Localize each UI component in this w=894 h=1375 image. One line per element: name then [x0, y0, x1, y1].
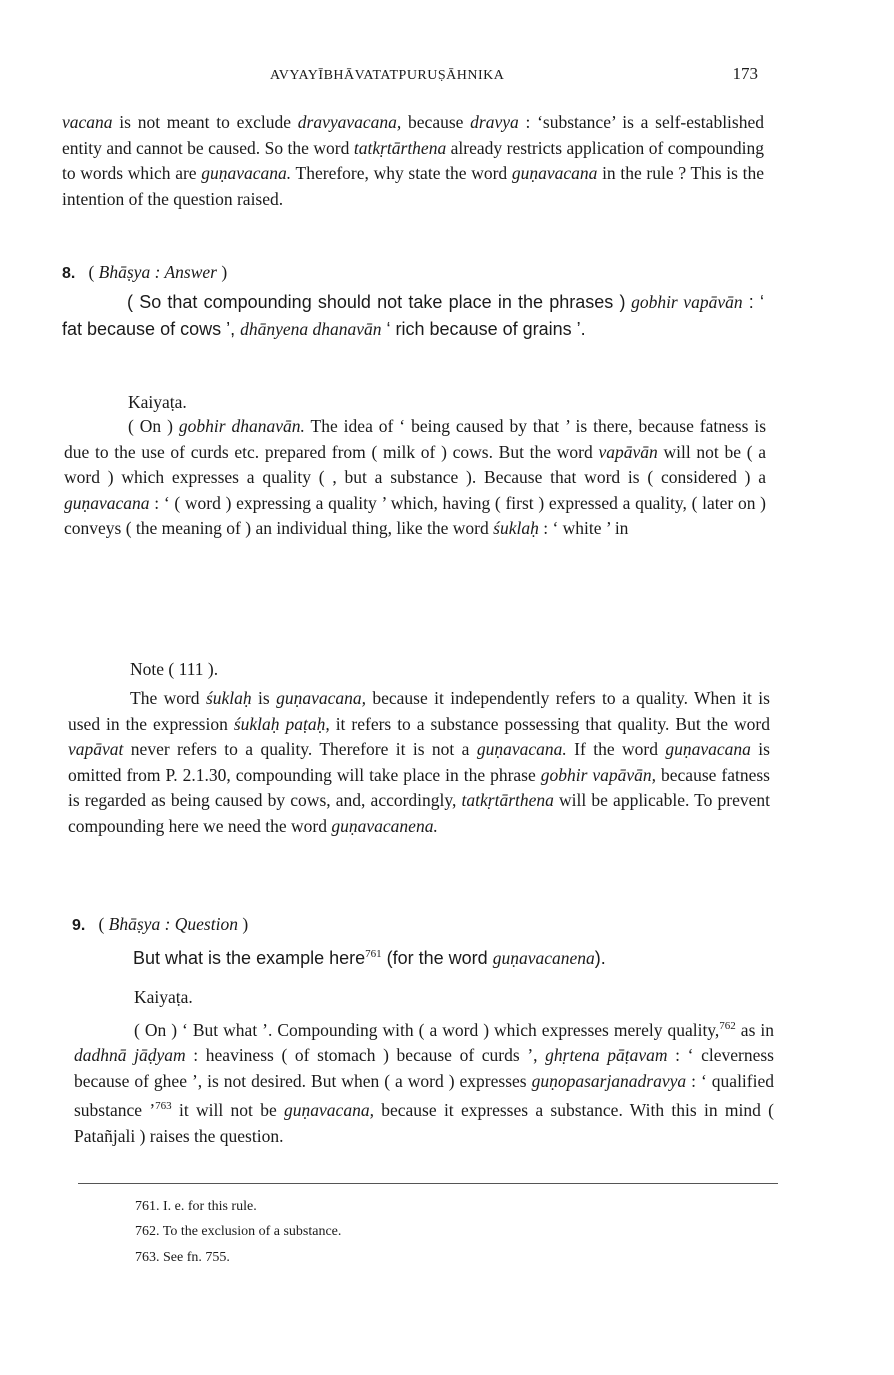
section-9-heading: 9. ( Bhāṣya : Question ) [72, 914, 249, 934]
note-heading: Note ( 111 ). [130, 659, 219, 679]
section-8-kaiyata-heading: Kaiyaṭa. [128, 392, 187, 412]
page-number: 173 [732, 64, 758, 83]
section-9-kaiyata-heading: Kaiyaṭa. [134, 987, 193, 1007]
section-8-kaiyata-commentary: ( On ) gobhir dhanavān. The idea of ‘ being caused by that ’ is there, because fatness is due to the use of curds etc. prepared from ( milk of ) cows. But the word vapāvān will not be ( a word ) which expresses a quality ( , but a substance ). Because that word is ( considered ) a guṇavacana : ‘ ( word ) expressing a quality ’ which, having ( first ) expressed a quality, ( later on ) conveys ( the meaning of ) an individual thing, like the word śuklaḥ : ‘ white ’ in [64, 416, 767, 538]
section-9-question: But what is the example here$^{761}$ (for the word guṇavacanena). [133, 947, 606, 968]
footnote-divider [78, 1183, 778, 1184]
section-8-label: Bhāṣya : Answer [98, 262, 217, 282]
footnote-761: 761. I. e. for this rule. [135, 1199, 257, 1214]
running-title: AVYAYĪBHĀVATATPURUṢĀHNIKA [270, 68, 505, 83]
note-paragraph: The word śuklaḥ is guṇavacana, because it independently refers to a quality. When it is used in the expression śuklaḥ paṭaḥ, it refers to a substance possessing that quality. But the word vapāvat never refers to a quality. Therefore it is not a guṇavacana. If the word guṇavacana is omitted from P. 2.1.30, compounding will take place in the phrase gobhir vapāvān, because fatness is regarded as being caused by cows, and, accordingly, tatkṛtārthena will be applicable. To prevent compounding here we need the word guṇavacanena. [68, 688, 770, 836]
intro-paragraph: vacana is not meant to exclude dravyavacana, because dravya : ‘substance’ is a self-established entity and cannot be caused. So the word tatkṛtārthena already restricts application of compounding to words which are guṇavacana. Therefore, why state the word guṇavacana in the rule ? This is the intention of the question raised. [62, 112, 764, 209]
section-8-number: 8. [62, 265, 76, 282]
section-9-kaiyata-commentary: ( On ) ‘ But what ’. Compounding with ( a word ) which expresses merely quality,$^{762}$ as in dadhnā jāḍyam : heaviness ( of stomach ) because of curds ’, ghṛtena pāṭavam : ‘ cleverness because of ghee ’, is not desired. But when ( a word ) expresses guṇopasarjanadravya : ‘ qualified substance ’$^{763}$ it will not be guṇavacana, because it expresses a substance. With this in mind ( Patañjali ) raises the question. [74, 1019, 775, 1146]
section-9-label: Bhāṣya : Question [108, 914, 238, 934]
footnote-762: 762. To the exclusion of a substance. [135, 1224, 342, 1239]
footnote-763: 763. See fn. 755. [135, 1250, 230, 1265]
section-8-answer: ( So that compounding should not take place in the phrases ) gobhir vapāvān : ‘ fat because of cows ’, dhānyena dhanavān ‘ rich because of grains ’. [62, 292, 764, 339]
section-8-heading: 8. ( Bhāṣya : Answer ) [62, 262, 228, 282]
section-9-number: 9. [72, 917, 86, 934]
page-header [60, 64, 770, 88]
